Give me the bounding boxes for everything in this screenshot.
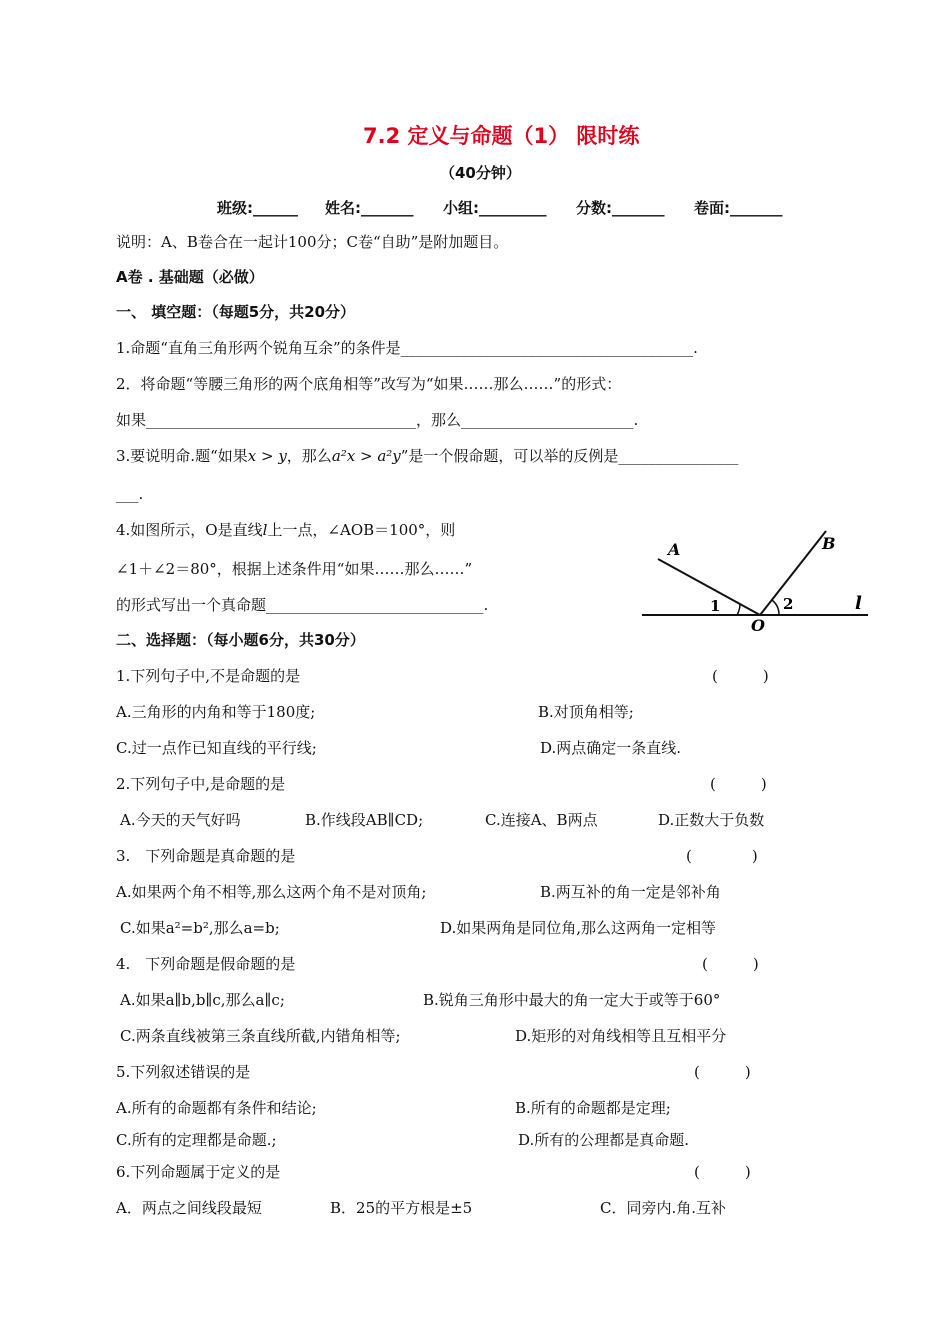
arc-angle-1 — [737, 604, 740, 615]
label-o: O — [751, 616, 765, 635]
choice-q1-c: C.过一点作已知直线的平行线; — [116, 739, 317, 757]
fill-q3-math1: x > y — [247, 447, 287, 465]
choice-q2-a: A.今天的天气好吗 — [120, 811, 241, 829]
note: 说明：A、B卷合在一起计100分；C卷“自助”是附加题目。 — [116, 233, 509, 251]
choice-q4-b: B.锐角三角形中最大的角一定大于或等于60° — [423, 991, 721, 1009]
label-l: l — [855, 593, 862, 614]
choice-q1-b: B.对顶角相等; — [538, 703, 634, 721]
fill-q4-blank: 的形式写出一个真命题_____________________________. — [116, 596, 489, 614]
choice-q4-a: A.如果a∥b,b∥c,那么a∥c; — [120, 991, 285, 1009]
choice-q2: 2.下列句子中,是命题的是 — [116, 775, 286, 793]
choice-q2-b: B.作线段AB∥CD; — [305, 811, 424, 829]
choice-q3-d: D.如果两角是同位角,那么这两角一定相等 — [440, 919, 717, 937]
choice-q3-paren: ( ) — [686, 847, 758, 865]
fill-q4 — [116, 520, 455, 540]
fill-q3-tail: ___. — [116, 485, 144, 503]
label-a: A — [668, 540, 681, 559]
fill-q3-c: ”是一个假命题，可以举的反例是________________ — [400, 447, 739, 465]
page-title: 7.2 定义与命题（1） 限时练 — [363, 124, 640, 148]
choice-q5: 5.下列叙述错误的是 — [116, 1063, 251, 1081]
fill-q3-math2: a²x > a²y — [331, 447, 401, 465]
choice-q2-c: C.连接A、B两点 — [485, 811, 598, 829]
angle-figure — [640, 525, 880, 635]
fill-q2-blank: 如果____________________________________，那么_______________________. — [116, 411, 639, 429]
part2-header — [116, 630, 365, 650]
choice-q6-a: A．两点之间线段最短 — [116, 1199, 262, 1217]
field-group: 小组:_________ — [443, 199, 547, 217]
choice-q6-c: C．同旁内.角.互补 — [600, 1199, 727, 1217]
choice-q3-a: A.如果两个角不相等,那么这两个角不是对顶角; — [116, 883, 427, 901]
field-class: 班级:______ — [217, 199, 298, 217]
field-paper: 卷面:_______ — [694, 199, 783, 217]
choice-q1-paren: ( ) — [712, 667, 769, 685]
choice-q6-paren: ( ) — [694, 1163, 751, 1181]
duration: （40分钟） — [440, 164, 521, 182]
choice-q3-c: C.如果a²=b²,那么a=b; — [120, 919, 280, 937]
choice-q5-c: C.所有的定理都是命题.; — [116, 1131, 277, 1149]
choice-q4-c: C.两条直线被第三条直线所截,内错角相等; — [120, 1027, 401, 1045]
fill-q2: 2．将命题“等腰三角形的两个底角相等”改写为“如果……那么……”的形式： — [116, 375, 622, 393]
choice-q3-b: B.两互补的角一定是邻补角 — [540, 883, 721, 901]
field-name: 姓名:_______ — [325, 199, 414, 217]
choice-q4-d: D.矩形的对角线相等且互相平分 — [515, 1027, 727, 1045]
choice-q4: 4. 下列命题是假命题的是 — [116, 955, 296, 973]
fill-q4-a: 4.如图所示，O是直线 — [116, 521, 263, 539]
fill-q3-b: ，那么 — [286, 447, 332, 465]
choice-q6-b: B．25的平方根是±5 — [330, 1199, 473, 1217]
section-a-title: A卷 . 基础题（必做） — [116, 268, 264, 286]
field-score: 分数:_______ — [576, 199, 665, 217]
part1-header — [116, 302, 355, 322]
choice-q2-d: D.正数大于负数 — [658, 811, 765, 829]
fill-q4-cond: ∠1＋∠2＝80°，根据上述条件用“如果……那么……” — [116, 560, 473, 578]
fill-q3-a: 3.要说明命.题“如果 — [116, 447, 248, 465]
fill-q4-b: 上一点，∠AOB＝100°，则 — [267, 521, 456, 539]
label-angle-1: 1 — [710, 597, 721, 615]
label-b: B — [822, 534, 836, 553]
fill-q1: 1.命题“直角三角形两个锐角互余”的条件是_______________________________________. — [116, 339, 698, 357]
choice-q5-paren: ( ) — [694, 1063, 751, 1081]
choice-q3: 3. 下列命题是真命题的是 — [116, 847, 296, 865]
choice-q4-paren: ( ) — [702, 955, 759, 973]
choice-q5-a: A.所有的命题都有条件和结论; — [116, 1099, 317, 1117]
arc-angle-2 — [772, 600, 779, 615]
choice-q2-paren: ( ) — [710, 775, 767, 793]
choice-q5-d: D.所有的公理都是真命题. — [518, 1131, 690, 1149]
choice-q1-a: A.三角形的内角和等于180度; — [116, 703, 316, 721]
label-angle-2: 2 — [783, 595, 794, 613]
fill-q3 — [116, 446, 738, 466]
choice-q1-d: D.两点确定一条直线. — [540, 739, 682, 757]
choice-q6: 6.下列命题属于定义的是 — [116, 1163, 281, 1181]
choice-q1: 1.下列句子中,不是命题的是 — [116, 667, 301, 685]
part2-header-text: 二、选择题：（每小题6分，共30分） — [116, 631, 365, 649]
fill-q4-line: l — [262, 521, 268, 539]
ray-oa — [658, 559, 760, 615]
part1-header-text: 一、 填空题：（每题5分，共20分） — [116, 303, 356, 321]
choice-q5-b: B.所有的命题都是定理; — [515, 1099, 671, 1117]
